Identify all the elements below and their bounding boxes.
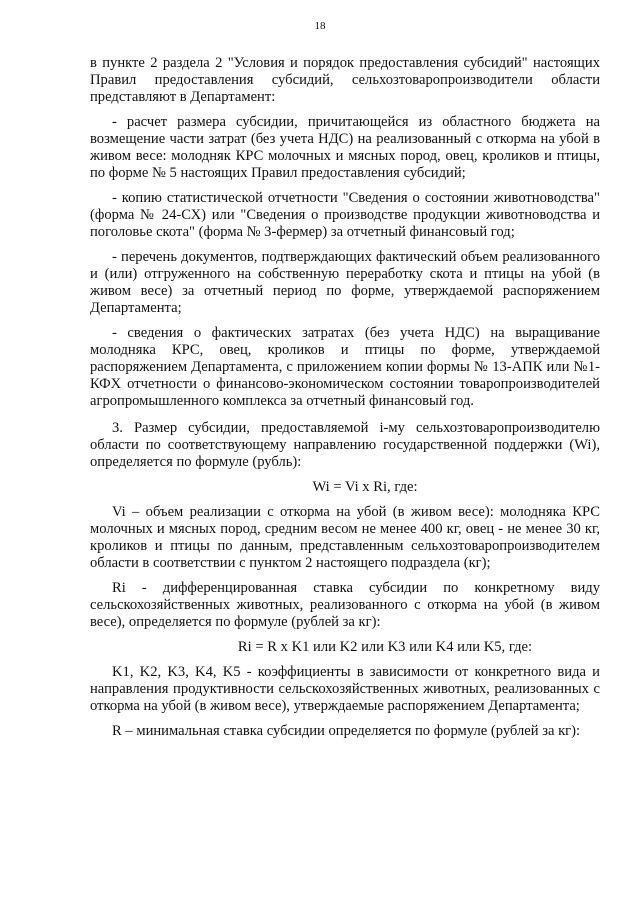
section-3-paragraph: 3. Размер субсидии, предоставляемой i-му сельхозтоваропроизводителю области по соответствующему направлению государственной поддержки (Wi), определяется по формуле (рубль): (90, 420, 600, 470)
document-body (90, 55, 600, 748)
list-item-statistics-copy: - копию статистической отчетности "Сведения о состоянии животноводства" (форма № 24-СХ) или "Сведения о производстве продукции животноводства и поголовье скота" (форма № 3-фермер) за отчетный финансовый год; (90, 190, 600, 240)
formula-ri: Ri = R x K1 или K2 или K3 или K4 или K5, где: (237, 639, 533, 655)
list-item-costs-info: - сведения о фактических затратах (без учета НДС) на выращивание молодняка КРС, овец, кроликов и птицы по форме, утверждаемой распоряжением Департамента, с приложением копии формы № 13-АПК или №1-КФХ отчетности о финансово-экономическом состоянии товаропроизводителей агропромышленного комплекса за отчетный финансовый год. (90, 325, 600, 409)
page-number: 18 (314, 20, 326, 32)
list-item-documents-list: - перечень документов, подтверждающих фактический объем реализованного и (или) отгруженного на собственную переработку скота и птицы на убой (в живом весе) за отчетный период по форме, утверждаемой распоряжением Департамента; (90, 249, 600, 316)
definition-k-coefficients: K1, K2, K3, K4, K5 - коэффициенты в зависимости от конкретного вида и направления продуктивности сельскохозяйственных животных, реализованных с откорма на убой (в живом весе), утверждаемые распоряжением Департамента; (90, 664, 600, 714)
definition-r: R – минимальная ставка субсидии определяется по формуле (рублей за кг): (112, 723, 581, 739)
definition-ri: Ri - дифференцированная ставка субсидии по конкретному виду сельскохозяйственных животных, реализованного с откорма на убой (в живом весе), определяется по формуле (рублей за кг): (90, 580, 600, 630)
list-item-subsidy-calc: - расчет размера субсидии, причитающейся из областного бюджета на возмещение части затрат (без учета НДС) на реализованный с откорма на убой в живом весе: молодняк КРС молочных и мясных пород, овец, кроликов и птицы, по форме № 5 настоящих Правил предоставления субсидий; (90, 114, 600, 181)
definition-vi: Vi – объем реализации с откорма на убой (в живом весе): молодняка КРС молочных и мясных пород, средним весом не менее 400 кг, овец - не менее 30 кг, кроликов и птицы по данным, представленным сельхозтоваропроизводителем области в соответствии с пунктом 2 настоящего подраздела (кг); (90, 504, 600, 571)
intro-paragraph: в пункте 2 раздела 2 "Условия и порядок предоставления субсидий" настоящих Правил предоставления субсидий, сельхозтоваропроизводители области представляют в Департамент: (90, 55, 600, 105)
formula-wi: Wi = Vi x Ri, где: (312, 479, 418, 495)
